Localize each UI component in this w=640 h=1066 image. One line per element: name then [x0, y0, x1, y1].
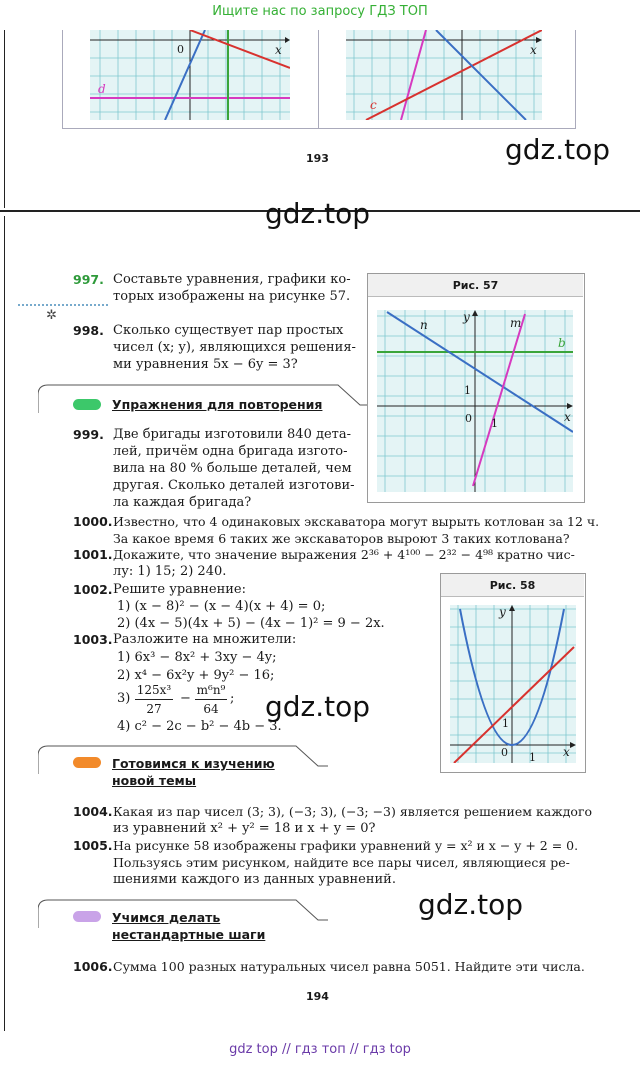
top-banner[interactable]: Ищите нас по запросу ГДЗ ТОП	[212, 4, 428, 19]
section-prepare-pill	[73, 757, 101, 768]
prev-left-x-label: x	[275, 43, 282, 57]
fig57-title: Рис. 57	[452, 279, 499, 292]
prev-page-number: 193	[306, 152, 329, 165]
problem-1002-number: 1002.	[73, 582, 113, 597]
problem-999-line-4: другая. Сколько деталей изготови-	[113, 478, 355, 493]
section-prepare-title-line-1: Готовимся к изучению	[112, 756, 275, 771]
fig57-label-n: n	[420, 318, 428, 332]
problem-1004-line-1: Какая из пар чисел (3; 3), (−3; 3), (−3; −3) является решением каждого	[113, 804, 593, 819]
prev-right-x-label: x	[530, 43, 537, 57]
footer-links[interactable]: gdz top // гдз топ // гдз top	[229, 1042, 411, 1057]
page-left-border	[4, 216, 5, 1031]
fig58-label-one-y: 1	[502, 717, 509, 730]
section-nonstandard-title-line-2: нестандартные шаги	[112, 927, 266, 942]
problem-1002-line-3: 2) (4x − 5)(4x + 5) − (4x − 1)² = 9 − 2x.	[117, 616, 385, 631]
fig57-label-x: x	[564, 410, 571, 424]
problem-1003-frac1-num: 125x³	[136, 683, 172, 697]
problem-1000-number: 1000.	[73, 514, 113, 529]
watermark-3: gdz.top	[265, 690, 371, 723]
problem-997-line-1: Составьте уравнения, графики ко-	[113, 272, 351, 287]
watermark-2: gdz.top	[265, 197, 371, 230]
problem-1006-line-1: Сумма 100 разных натуральных чисел равна 5051. Найдите эти числа.	[113, 959, 585, 974]
fig57-graph	[377, 310, 573, 492]
problem-999-number: 999.	[73, 427, 104, 442]
problem-999-line-1: Две бригады изготовили 840 дета-	[113, 427, 351, 442]
section-prepare-title-line-2: новой темы	[112, 773, 197, 788]
problem-997-line-2: торых изображены на рисунке 57.	[113, 289, 351, 304]
problem-999-line-3: вила на 80 % больше деталей, чем	[113, 461, 352, 476]
fig58-label-one-x: 1	[529, 751, 536, 764]
fig57-label-zero: 0	[465, 412, 472, 425]
page-number: 194	[306, 990, 329, 1003]
problem-1002-line-2: 1) (x − 8)² − (x − 4)(x + 4) = 0;	[117, 599, 326, 614]
problem-1003-line-2: 1) 6x³ − 8x² + 3xy − 4y;	[117, 650, 277, 665]
prev-left-origin-label: 0	[177, 43, 184, 56]
problem-998-line-3: ми уравнения 5x − 6y = 3?	[113, 357, 298, 372]
fig57-label-m: m	[510, 316, 522, 330]
section-nonstandard-pill	[73, 911, 101, 922]
section-review-pill	[73, 399, 101, 410]
problem-1004-number: 1004.	[73, 804, 113, 819]
fig58-label-y: y	[499, 605, 506, 619]
problem-1003-frac2-num: m⁶n⁹	[196, 683, 226, 697]
fig57-label-y: y	[463, 310, 470, 324]
fig57-label-one-x: 1	[491, 417, 498, 430]
watermark-1: gdz.top	[505, 133, 611, 166]
problem-1005-line-2: Пользуясь этим рисунком, найдите все пары чисел, являющиеся ре-	[113, 855, 570, 870]
problem-1003-frac2-den: 64	[203, 702, 219, 716]
problem-1005-line-3: шениями каждого из данных уравнений.	[113, 872, 396, 887]
problem-1001-line-2: лу: 1) 15; 2) 240.	[113, 564, 227, 579]
problem-998-number: 998.	[73, 323, 104, 338]
problem-998-line-1: Сколько существует пар простых	[113, 323, 344, 338]
problem-1003-line-1: Разложите на множители:	[113, 632, 297, 647]
problem-1003-minus: −	[180, 691, 191, 706]
fig57-label-one-y: 1	[464, 384, 471, 397]
fig58-title: Рис. 58	[489, 579, 536, 592]
problem-1002-line-1: Решите уравнение:	[113, 582, 247, 597]
problem-998-line-2: чисел (x; y), являющихся решения-	[113, 340, 356, 355]
problem-1001-line-1: Докажите, что значение выражения 2³⁶ + 4¹⁰⁰ − 2³² − 4⁹⁸ кратно чис-	[113, 547, 575, 562]
problem-1003-frac1-den: 27	[146, 702, 162, 716]
problem-1003-frac2-bar	[195, 699, 227, 700]
prev-left-d-label: d	[98, 82, 106, 96]
problem-999-line-2: лей, причём одна бригада изгото-	[113, 444, 348, 459]
fig58-label-x: x	[563, 745, 570, 759]
problem-1000-line-1: Известно, что 4 одинаковых экскаватора могут вырыть котлован за 12 ч.	[113, 514, 600, 529]
watermark-4: gdz.top	[418, 888, 524, 921]
star-difficulty-icon: ✲	[46, 308, 57, 323]
fig57-label-b: b	[558, 336, 566, 350]
fig58-graph	[450, 605, 576, 763]
prev-page-left-border	[4, 30, 5, 208]
prev-right-c-label: c	[370, 98, 377, 112]
problem-1003-item4: 4) c² − 2c − b² − 4b − 3.	[117, 719, 282, 734]
problem-1006-number: 1006.	[73, 959, 113, 974]
problem-1005-number: 1005.	[73, 838, 113, 853]
problem-1003-line-3: 2) x⁴ − 6x²y + 9y² − 16;	[117, 668, 275, 683]
problem-1003-semicolon: ;	[230, 691, 235, 706]
section-review-title: Упражнения для повторения	[112, 397, 323, 412]
problem-1001-number: 1001.	[73, 547, 113, 562]
problem-1003-item3-prefix: 3)	[117, 691, 131, 706]
problem-999-line-5: ла каждая бригада?	[113, 495, 252, 510]
section-nonstandard-title-line-1: Учимся делать	[112, 910, 221, 925]
problem-1005-line-1: На рисунке 58 изображены графики уравнений y = x² и x − y + 2 = 0.	[113, 838, 579, 853]
dotted-divider	[18, 304, 108, 306]
problem-1003-frac1-bar	[135, 699, 173, 700]
prev-left-graph	[90, 30, 290, 120]
fig58-label-zero: 0	[501, 746, 508, 759]
prev-page-figures-divider	[318, 30, 319, 128]
problem-1004-line-2: из уравнений x² + y² = 18 и x + y = 0?	[113, 821, 376, 836]
problem-1003-number: 1003.	[73, 632, 113, 647]
problem-1000-line-2: За какое время 6 таких же экскаваторов выроют 3 таких котлована?	[113, 531, 570, 546]
problem-997-number: 997.	[73, 272, 104, 287]
